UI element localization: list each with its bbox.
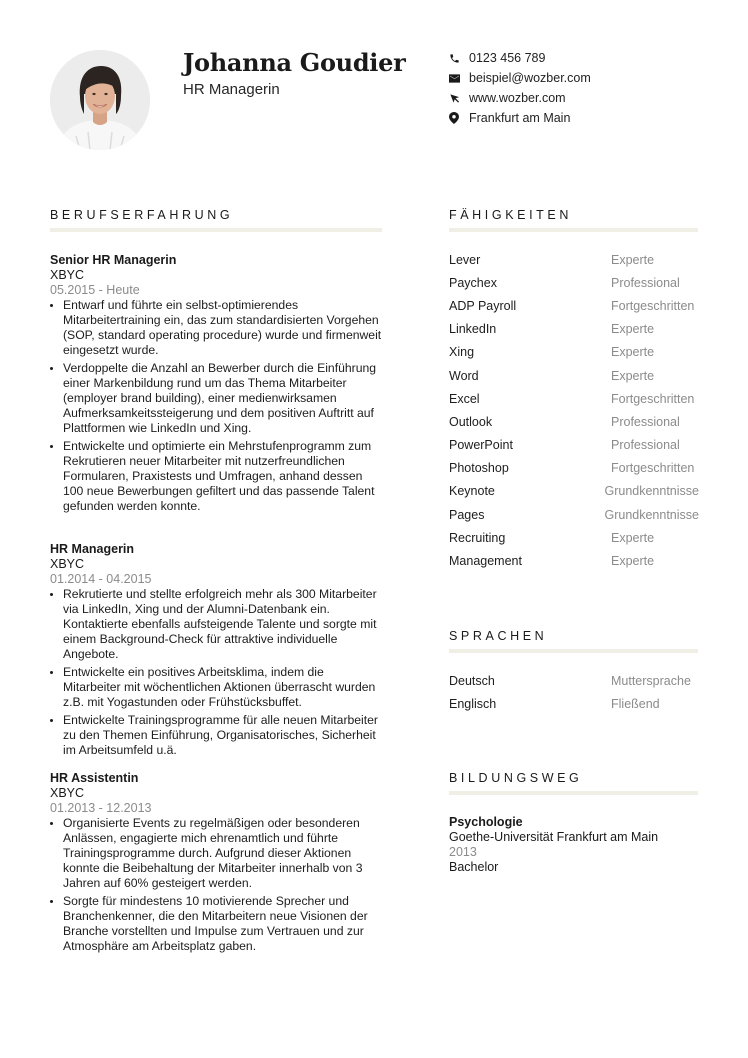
languages-divider xyxy=(449,649,698,653)
job-dates: 01.2014 - 04.2015 xyxy=(50,572,152,586)
job-entry xyxy=(50,253,382,517)
skill-level: Fortgeschritten xyxy=(611,298,695,313)
cursor-arrow-icon xyxy=(449,93,469,104)
language-row xyxy=(449,669,699,692)
skill-name: Paychex xyxy=(449,275,497,290)
job-bullet: • Sorgte für mindestens 10 motivierende Sprecher und Branchenkenner, die den Mitarbeitern neue Visionen der Branche vorstellten und Impulse zum Vertrauen und zur Atmosphäre am Arbeitsplatz gaben. xyxy=(63,894,382,954)
location-text: Frankfurt am Main xyxy=(469,111,571,125)
skill-row xyxy=(449,480,699,503)
skill-level: Experte xyxy=(611,345,655,360)
job-company: XBYC xyxy=(50,557,85,571)
experience-heading: BERUFSERFAHRUNG xyxy=(50,208,234,222)
language-level: Fließend xyxy=(611,696,660,711)
job-title: HR Assistentin xyxy=(50,771,139,785)
contact-list xyxy=(449,48,591,128)
education-level: Bachelor xyxy=(449,860,499,874)
job-dates: 05.2015 - Heute xyxy=(50,283,140,297)
education-year: 2013 xyxy=(449,845,477,859)
skills-list xyxy=(449,248,699,573)
languages-heading: SPRACHEN xyxy=(449,629,548,643)
envelope-icon xyxy=(449,74,469,83)
skill-name: Excel xyxy=(449,391,480,406)
job-bullet: • Entwarf und führte ein selbst-optimierendes Mitarbeitertraining ein, das zum standardisierten Vorgehen (SOP, standard operating procedure) wurde und firmenweit eingesetzt wurde. xyxy=(63,298,382,358)
education-degree: Psychologie xyxy=(449,815,523,829)
skill-row xyxy=(449,364,699,387)
job-title: HR Managerin xyxy=(50,542,135,556)
skill-level: Experte xyxy=(611,368,655,383)
languages-list xyxy=(449,669,699,715)
language-row xyxy=(449,692,699,715)
skill-row xyxy=(449,526,699,549)
skill-row xyxy=(449,457,699,480)
skill-name: LinkedIn xyxy=(449,322,497,337)
contact-location xyxy=(449,108,591,128)
skill-level: Experte xyxy=(611,554,655,569)
skills-heading: FÄHIGKEITEN xyxy=(449,208,572,222)
skill-row xyxy=(449,318,699,341)
job-bullets xyxy=(50,816,382,954)
job-company: XBYC xyxy=(50,786,85,800)
job-bullets xyxy=(50,587,382,758)
skill-name: Management xyxy=(449,554,522,569)
skill-level: Experte xyxy=(611,530,655,545)
candidate-role: HR Managerin xyxy=(183,81,280,98)
job-dates: 01.2013 - 12.2013 xyxy=(50,801,152,815)
skill-row xyxy=(449,410,699,433)
profile-photo-image xyxy=(50,50,150,150)
candidate-name: Johanna Goudier xyxy=(183,48,406,77)
language-name: Englisch xyxy=(449,696,497,711)
skill-name: PowerPoint xyxy=(449,438,513,453)
job-company: XBYC xyxy=(50,268,85,282)
education-school: Goethe-Universität Frankfurt am Main xyxy=(449,830,659,844)
skill-name: ADP Payroll xyxy=(449,298,517,313)
contact-website xyxy=(449,88,591,108)
skill-level: Experte xyxy=(611,252,655,267)
job-bullet: • Entwickelte und optimierte ein Mehrstufenprogramm zum Rekrutieren neuer Mitarbeiter mit nutzerfreundlichen Formularen, Praxistests und Umfragen, anhand dessen 100 neue Bewerbungen gefiltert und das passende Talent gefunden werden konnte. xyxy=(63,439,382,514)
skill-row xyxy=(449,294,699,317)
skill-level: Grundkenntnisse xyxy=(604,507,699,522)
contact-phone xyxy=(449,48,591,68)
profile-photo xyxy=(50,50,150,150)
skill-name: Pages xyxy=(449,507,485,522)
skill-row xyxy=(449,503,699,526)
skill-level: Fortgeschritten xyxy=(611,461,695,476)
phone-text: 0123 456 789 xyxy=(469,51,546,65)
skill-name: Lever xyxy=(449,252,481,267)
skill-row xyxy=(449,341,699,364)
education-divider xyxy=(449,791,698,795)
skill-level: Grundkenntnisse xyxy=(604,484,699,499)
skill-row xyxy=(449,271,699,294)
experience-divider xyxy=(50,228,382,232)
skill-row xyxy=(449,549,699,572)
skill-name: Xing xyxy=(449,345,475,360)
location-pin-icon xyxy=(449,112,469,124)
skill-name: Outlook xyxy=(449,414,493,429)
website-text: www.wozber.com xyxy=(469,91,566,105)
skill-name: Word xyxy=(449,368,479,383)
job-entry xyxy=(50,542,382,761)
skill-name: Photoshop xyxy=(449,461,509,476)
skill-row xyxy=(449,434,699,457)
language-level: Muttersprache xyxy=(611,673,691,688)
education-heading: BILDUNGSWEG xyxy=(449,771,583,785)
skills-divider xyxy=(449,228,698,232)
skill-level: Professional xyxy=(611,414,680,429)
job-bullets xyxy=(50,298,382,514)
job-title: Senior HR Managerin xyxy=(50,253,177,267)
job-bullet: • Entwickelte ein positives Arbeitsklima, indem die Mitarbeiter mit wöchentlichen Aktionen überrascht wurden z.B. mit Yogastunden oder Frühstücksbuffet. xyxy=(63,665,382,710)
job-bullet: • Rekrutierte und stellte erfolgreich mehr als 300 Mitarbeiter via LinkedIn, Xing und der Alumni-Datenbank ein. Kontaktierte ebenfalls aufsteigende Talente und sorgte mit einem Background-Check für attraktive individuelle Angebote. xyxy=(63,587,382,662)
language-name: Deutsch xyxy=(449,673,495,688)
education-entry xyxy=(449,815,699,875)
email-text: beispiel@wozber.com xyxy=(469,71,591,85)
contact-email xyxy=(449,68,591,88)
job-bullet: • Entwickelte Trainingsprogramme für alle neuen Mitarbeiter zu den Themen Einführung, Organisatorisches, Sicherheit im Arbeitsumfeld u.ä. xyxy=(63,713,382,758)
job-bullet: • Organisierte Events zu regelmäßigen oder besonderen Anlässen, engagierte mich ehrenamtlich und führte Trainingsprogramme durch. Aufgrund dieser Aktionen konnte die Beibehaltung der Mitarbeiter innerhalb von 3 Jahren auf 60% gesteigert werden. xyxy=(63,816,382,891)
skill-row xyxy=(449,248,699,271)
job-bullet: • Verdoppelte die Anzahl an Bewerber durch die Einführung einer Markenbildung rund um das Thema Mitarbeiter (employer brand building), einer medienwirksamen Aufmerksamkeitssteigerung und dem positiven Auftritt auf Plattformen wie LinkedIn und Xing. xyxy=(63,361,382,436)
skill-level: Fortgeschritten xyxy=(611,391,695,406)
skill-name: Recruiting xyxy=(449,530,506,545)
phone-icon xyxy=(449,53,469,64)
skill-row xyxy=(449,387,699,410)
job-entry xyxy=(50,771,382,957)
skill-level: Professional xyxy=(611,275,680,290)
skill-level: Professional xyxy=(611,438,680,453)
skill-level: Experte xyxy=(611,322,655,337)
skill-name: Keynote xyxy=(449,484,495,499)
